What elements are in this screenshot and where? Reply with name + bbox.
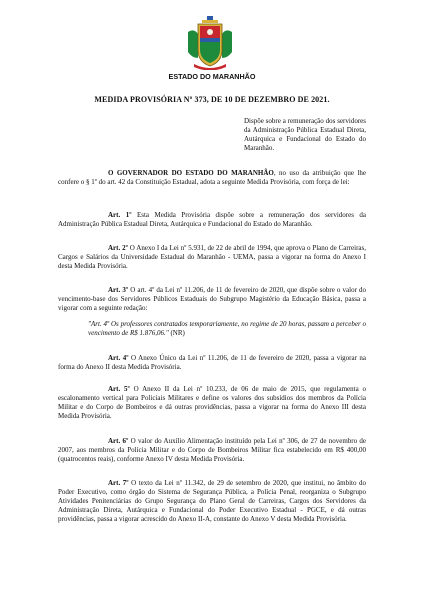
ementa: Dispõe sobre a remuneração dos servidores da Administração Pública Estadual Direta, Autárquica e Fundacional do Estado do Maranhão. xyxy=(244,117,366,152)
article-3 xyxy=(58,286,366,313)
article-label: Art. 1º xyxy=(108,211,132,219)
article-7 xyxy=(58,479,366,524)
quote-text: "Art. 4º Os professores contratados temporariamente, no regime de 20 horas, passam a perceber o vencimento de R$ 1.876,06." xyxy=(88,320,366,337)
article-1 xyxy=(58,211,366,229)
article-4 xyxy=(58,354,366,372)
article-text: O Anexo Único da Lei nº 11.206, de 11 de fevereiro de 2020, passa a vigorar na forma do Anexo II desta Medida Provisória. xyxy=(58,354,366,371)
preamble-text: , no uso da atribuição que lhe confere o § 1º do art. 42 da Constituição Estadual, adota a seguinte Medida Provisória, com força de lei: xyxy=(58,169,366,186)
state-name: ESTADO DO MARANHÃO xyxy=(168,72,256,81)
article-label: Art. 7º xyxy=(108,479,129,487)
preamble xyxy=(58,169,366,187)
article-6 xyxy=(58,437,366,464)
state-coat-of-arms-icon xyxy=(186,16,234,70)
article-label: Art. 4º xyxy=(108,354,129,362)
article-text: O Anexo I da Lei nº 5.931, de 22 de abril de 1994, que aprova o Plano de Carreiras, Cargos e Salários da Universidade Estadual do Maranhão - UEMA, passa a vigorar na forma do Anexo I desta Medida Provisória. xyxy=(58,244,366,270)
article-label: Art. 3º xyxy=(108,286,129,294)
quote-suffix: (NR) xyxy=(168,328,185,337)
article-text: O valor do Auxílio Alimentação instituído pela Lei nº 306, de 27 de novembro de 2007, aos membros da Polícia Militar e do Corpo de Bombeiros Militar fica estabelecido em R$ 400,00 (quatrocentos reais), conforme Anexo IV desta Medida Provisória. xyxy=(58,437,366,463)
article-label: Art. 5º xyxy=(108,385,130,393)
article-5 xyxy=(58,385,366,421)
quoted-article xyxy=(88,320,366,338)
article-text: Esta Medida Provisória dispõe sobre a remuneração dos servidores da Administração Pública Estadual Direta, Autárquica e Fundacional do Estado do Maranhão. xyxy=(58,211,367,228)
article-text: O art. 4º da Lei nº 11.206, de 11 de fevereiro de 2020, que dispõe sobre o valor do vencimento-base dos Servidores Públicos Estaduais do Subgrupo Magistério da Educação Básica, passa a vigorar com a seguinte redação: xyxy=(58,286,366,312)
document-title: MEDIDA PROVISÓRIA Nº 373, DE 10 DE DEZEMBRO DE 2021. xyxy=(94,95,330,104)
article-text: O texto da Lei nº 11.342, de 29 de setembro de 2020, que institui, no âmbito do Poder Executivo, como órgão do Sistema de Segurança Pública, a Polícia Penal, reorganiza o Subgrupo Atividades Penitenciárias do Grupo Segurança do Plano Geral de Carreiras, Cargos dos Servidores da Administração Direta, Autárquica e Fundacional do Poder Executivo Estadual - PGCE, e dá outras providências, passa a vigorar acrescido do Anexo II-A, constante do Anexo V desta Medida Provisória. xyxy=(58,479,366,523)
article-text: O Anexo II da Lei nº 10.233, de 06 de maio de 2015, que regulamenta o escalonamento vertical para Policiais Militares e define os valores dos subsídios dos membros da Polícia Militar e do Corpo de Bombeiros e dá outras providências, passa a vigorar na forma do Anexo III desta Medida Provisória. xyxy=(58,385,366,420)
preamble-governor: O GOVERNADOR DO ESTADO DO MARANHÃO xyxy=(108,169,274,177)
article-2 xyxy=(58,244,366,271)
article-label: Art. 6º xyxy=(108,437,129,445)
article-label: Art. 2º xyxy=(108,244,128,252)
